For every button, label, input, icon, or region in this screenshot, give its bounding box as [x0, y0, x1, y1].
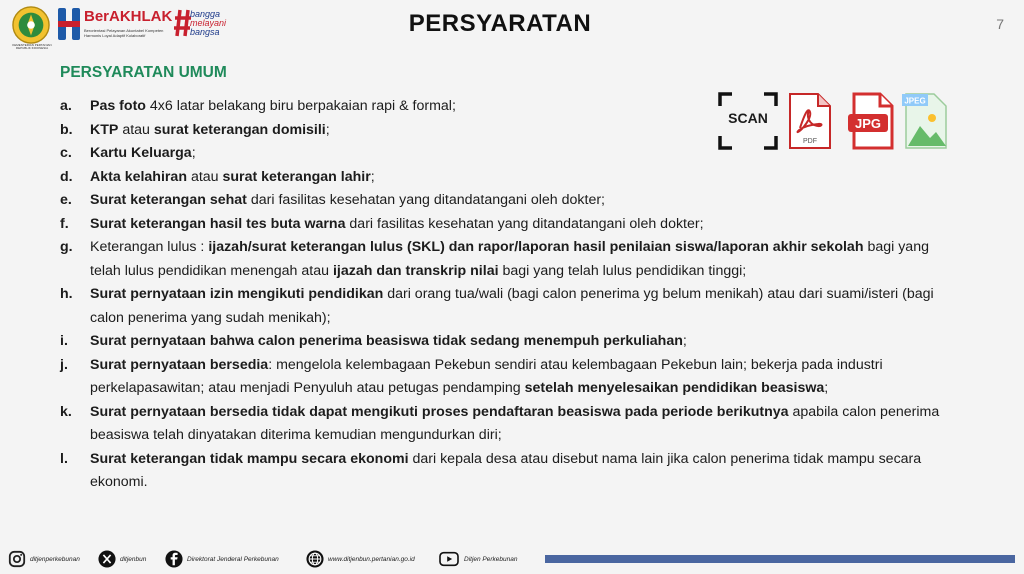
requirement-emphasis: Akta kelahiran — [90, 168, 187, 185]
footer-website[interactable] — [306, 549, 415, 569]
requirement-marker: k. — [60, 403, 72, 420]
requirement-emphasis: setelah menyelesaikan pendidikan beasiswa — [524, 380, 825, 396]
requirement-text: bagi yang telah lulus pendidikan menengah atau — [90, 239, 929, 279]
requirement-text: ; — [191, 145, 196, 161]
requirement-text: apabila calon penerima beasiswa telah dinyatakan diterima kemudian mengundurkan diri; — [90, 403, 940, 443]
requirement-emphasis: Surat keterangan sehat — [90, 192, 247, 208]
requirement-text: : mengelola kelembagaan Pekebun sendiri atau kelembagaan Pekebun lain; bekerja pada industri perkelapasawitan; atau menjadi Penyuluh atau petugas pendamping — [90, 356, 883, 396]
header — [0, 0, 1024, 52]
requirement-text: ; — [682, 333, 687, 349]
pdf-label: PDF — [803, 138, 817, 145]
berakhlak-title: BerAKHLAK — [84, 8, 173, 25]
footer-instagram[interactable] — [8, 549, 80, 569]
requirement-emphasis: surat keterangan lahir — [222, 168, 371, 185]
requirement-marker: e. — [60, 192, 72, 208]
requirement-text: ; — [370, 168, 375, 185]
requirement-emphasis: KTP — [90, 121, 119, 138]
requirement-emphasis: Kartu Keluarga — [90, 145, 192, 161]
globe-icon — [306, 550, 324, 568]
requirement-emphasis: Pas foto — [90, 98, 146, 114]
requirement-text: dari kepala desa atau disebut nama lain jika calon penerima tidak mampu secara ekonomi. — [90, 450, 922, 490]
bangga-text — [190, 10, 226, 37]
footer — [0, 545, 1024, 574]
bangga-line-2: melayani — [190, 18, 227, 28]
requirement-item — [60, 236, 960, 283]
requirement-emphasis: Surat pernyataan bahwa calon penerima beasiswa tidak sedang menempuh perkuliahan — [90, 333, 683, 349]
footer-instagram-label: ditjenperkebunan — [30, 555, 80, 563]
requirement-item — [60, 189, 960, 213]
requirement-marker: a. — [60, 98, 72, 114]
requirement-marker: d. — [60, 168, 73, 185]
requirement-marker: i. — [60, 333, 68, 349]
footer-facebook-label: Direktorat Jenderal Perkebunan — [187, 555, 279, 563]
footer-x-label: ditjenbun — [120, 555, 147, 563]
requirement-text: dari orang tua/wali (bagi calon penerima yg belum menikah) atau dari suami/isteri (bagi calon penerima yang sudah menikah); — [90, 286, 934, 326]
scan-label: SCAN — [728, 110, 768, 126]
requirement-marker: g. — [60, 239, 73, 255]
requirement-item — [60, 401, 960, 448]
youtube-icon — [438, 550, 460, 568]
facebook-icon — [165, 550, 183, 568]
requirement-text: atau — [187, 168, 223, 185]
page-number: 7 — [996, 16, 1004, 32]
requirement-item — [60, 166, 960, 190]
requirement-text: 4x6 latar belakang biru berpakaian rapi & formal; — [145, 98, 456, 114]
requirement-emphasis: Surat keterangan tidak mampu secara ekonomi — [90, 450, 409, 467]
section-title: PERSYARATAN UMUM — [60, 64, 227, 81]
bangga-line-1: bangga — [190, 9, 221, 19]
requirement-text: dari fasilitas kesehatan yang ditandatangani oleh dokter; — [345, 215, 704, 232]
footer-x[interactable] — [98, 549, 146, 569]
berakhlak-mark-icon — [58, 8, 82, 40]
requirement-marker: j. — [60, 356, 68, 373]
berakhlak-subtitle: Berorientasi Pelayanan Akuntabel Kompeten Harmonis Loyal Adaptif Kolaboratif — [84, 28, 164, 38]
footer-facebook[interactable] — [165, 549, 279, 569]
requirement-marker: c. — [60, 145, 72, 161]
requirement-item — [60, 142, 960, 166]
requirement-text: atau — [118, 121, 154, 138]
requirement-item — [60, 354, 960, 401]
ministry-logo-text: KEMENTERIAN PERTANIAN REPUBLIK INDONESIA — [12, 43, 52, 50]
requirement-text: dari fasilitas kesehatan yang ditandatangani oleh dokter; — [246, 192, 606, 208]
requirement-item — [60, 283, 960, 330]
bangga-line-3: bangsa — [190, 27, 220, 37]
requirement-text: ; — [824, 380, 829, 396]
footer-accent-bar — [545, 555, 1015, 563]
footer-youtube-label: Ditjen Perkebunan — [464, 555, 518, 563]
requirement-emphasis: Surat keterangan hasil tes buta warna — [90, 215, 346, 232]
instagram-icon — [8, 550, 26, 568]
footer-youtube[interactable] — [438, 549, 517, 569]
jpg-label: JPG — [854, 116, 882, 131]
requirement-marker: f. — [60, 215, 69, 232]
requirement-item — [60, 213, 960, 237]
footer-website-label: www.ditjenbun.pertanian.go.id — [328, 555, 415, 563]
requirement-emphasis: Surat pernyataan izin mengikuti pendidikan — [90, 286, 384, 302]
requirement-emphasis: Surat pernyataan bersedia tidak dapat mengikuti proses pendaftaran beasiswa pada periode berikutnya — [90, 403, 789, 420]
requirements-list — [60, 95, 960, 495]
requirement-marker: l. — [60, 450, 68, 467]
requirement-emphasis: surat keterangan domisili — [153, 121, 326, 138]
requirement-item — [60, 330, 960, 354]
requirement-item — [60, 95, 960, 119]
requirement-emphasis: ijazah/surat keterangan lulus (SKL) dan rapor/laporan hasil penilaian siswa/laporan akhir sekolah — [208, 239, 864, 255]
requirement-item — [60, 119, 960, 143]
ministry-logo — [12, 6, 50, 44]
requirement-marker: h. — [60, 286, 73, 302]
requirement-text: bagi yang telah lulus pendidikan tinggi; — [498, 262, 747, 279]
x-logo-icon — [98, 550, 116, 568]
requirement-emphasis: ijazah dan transkrip nilai — [332, 262, 499, 279]
requirement-emphasis: Surat pernyataan bersedia — [90, 356, 269, 373]
jpeg-label: JPEG — [904, 96, 926, 106]
requirement-marker: b. — [60, 121, 73, 138]
requirement-text: Keterangan lulus : — [90, 239, 209, 255]
page-title-centered: PERSYARATAN — [408, 10, 592, 37]
requirement-text: ; — [325, 121, 330, 138]
requirement-item — [60, 448, 960, 495]
